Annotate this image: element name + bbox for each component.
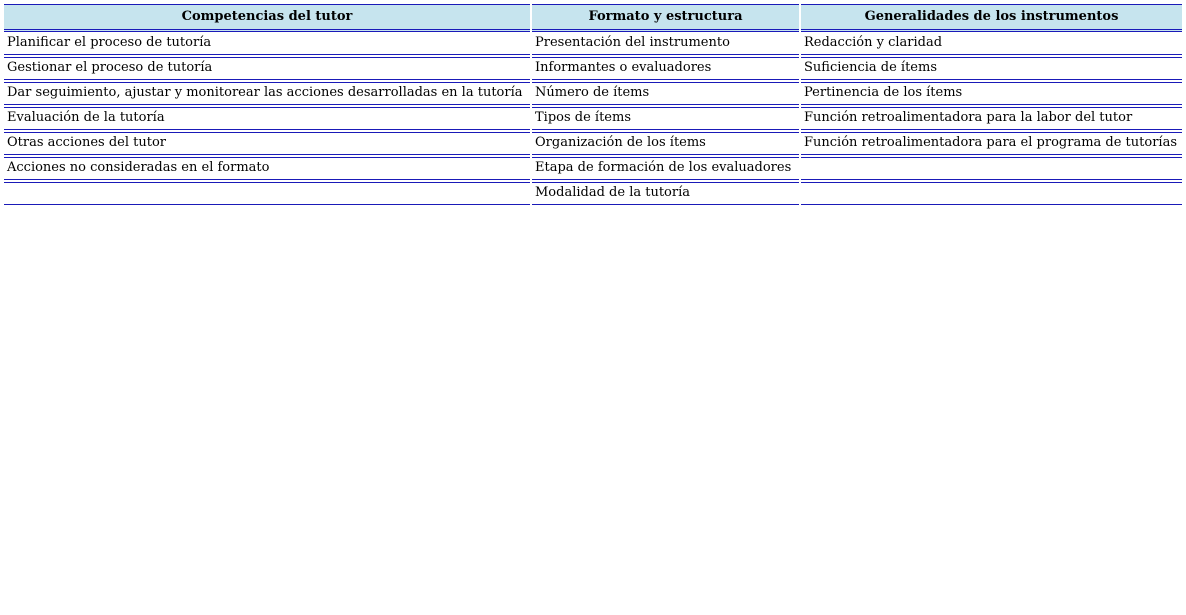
table-row — [4, 32, 1182, 55]
table-row — [4, 80, 1182, 105]
table-cell: Evaluación de la tutoría — [4, 105, 530, 130]
table-cell — [801, 180, 1182, 205]
table-cell: Etapa de formación de los evaluadores — [532, 155, 799, 180]
table-cell — [801, 155, 1182, 180]
header-formato: Formato y estructura — [532, 4, 799, 32]
header-generalidades: Generalidades de los instrumentos — [801, 4, 1182, 32]
table-row — [4, 130, 1182, 155]
table-cell: Dar seguimiento, ajustar y monitorear las acciones desarrolladas en la tutoría — [4, 80, 530, 105]
table-cell: Pertinencia de los ítems — [801, 80, 1182, 105]
table-cell: Otras acciones del tutor — [4, 130, 530, 155]
table-cell — [4, 180, 530, 205]
table-cell: Función retroalimentadora para la labor del tutor — [801, 105, 1182, 130]
table-row — [4, 55, 1182, 80]
table-cell: Redacción y claridad — [801, 32, 1182, 55]
table-cell: Planificar el proceso de tutoría — [4, 32, 530, 55]
header-row — [4, 4, 1182, 32]
table-cell: Organización de los ítems — [532, 130, 799, 155]
table-cell: Presentación del instrumento — [532, 32, 799, 55]
table-cell: Informantes o evaluadores — [532, 55, 799, 80]
criteria-table — [2, 4, 1184, 205]
table-cell: Función retroalimentadora para el programa de tutorías — [801, 130, 1182, 155]
table-cell: Tipos de ítems — [532, 105, 799, 130]
table-cell: Suficiencia de ítems — [801, 55, 1182, 80]
table-row — [4, 155, 1182, 180]
table-cell: Gestionar el proceso de tutoría — [4, 55, 530, 80]
table-row — [4, 105, 1182, 130]
table-cell: Acciones no consideradas en el formato — [4, 155, 530, 180]
header-competencias: Competencias del tutor — [4, 4, 530, 32]
table-container — [4, 4, 1182, 205]
table-cell: Modalidad de la tutoría — [532, 180, 799, 205]
table-row — [4, 180, 1182, 205]
table-cell: Número de ítems — [532, 80, 799, 105]
